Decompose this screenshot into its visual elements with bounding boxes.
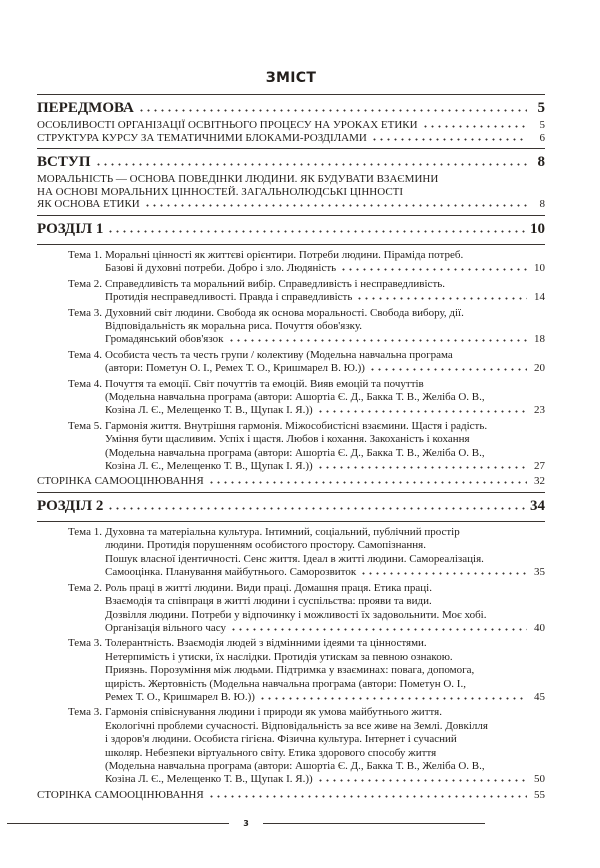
major-heading-page: 10 [530, 220, 545, 237]
topic-title [105, 420, 545, 474]
dot-leader [107, 225, 526, 233]
toc-topic[interactable] [68, 637, 545, 704]
toc-line[interactable] [105, 773, 545, 786]
entry-line: Моральні цінності як життєві орієнтири. Потреби людини. Піраміда потреб. [105, 248, 464, 261]
entry-line: Духовна та матеріальна культура. Інтимний, соціальний, публічний простір [105, 526, 460, 539]
entry-page-number: 6 [539, 131, 545, 144]
entry-line: і здоров'я людини. Особиста гігієна. Фізична культура. Інтернет і сучасний [105, 733, 457, 746]
dot-leader [208, 790, 527, 798]
entry-page-number: 50 [534, 773, 545, 786]
dot-leader [259, 692, 527, 700]
toc-topic[interactable] [68, 378, 545, 418]
entry-line: МОРАЛЬНІСТЬ — ОСНОВА ПОВЕДІНКИ ЛЮДИНИ. ЯК БУДУВАТИ ВЗАЄМИНИ [37, 173, 439, 186]
entry-text: Організація вільного часу [105, 621, 227, 634]
topic-number: Тема 3. [68, 306, 102, 319]
topic-number: Тема 4. [68, 348, 102, 361]
major-heading-label: РОЗДІЛ 1 [37, 220, 104, 237]
entry-page-number: 32 [534, 475, 545, 488]
footer-rule-left [7, 823, 229, 824]
dot-leader [317, 461, 527, 469]
toc-major-heading[interactable] [37, 152, 545, 173]
entry-page-number: 10 [534, 262, 545, 275]
dot-leader [144, 199, 527, 207]
major-heading-page: 5 [537, 100, 545, 116]
entry-text: Козіна Л. Є., Мелещенко Т. В., Щупак І. Я.)) [105, 404, 313, 417]
entry-line: людини. Протидія порушенням особистого простору. Самопізнання. [105, 539, 426, 552]
entry-line: Толерантність. Взаємодія людей з відмінними ідеями та цінностями. [105, 637, 427, 650]
toc-subsection[interactable] [37, 173, 545, 211]
topic-list [37, 522, 545, 805]
toc-section [37, 493, 545, 521]
entry-line: Пошук власної ідентичності. Сенс життя. Ідеал в житті людини. Самореалізація. [105, 552, 484, 565]
entry-line: Приязнь. Порозуміння між людьми. Підтримка у взаєминах: повага, допомога, [105, 664, 475, 677]
entry-text: Ремех Т. О., Кришмарел В. Ю.)) [105, 690, 255, 703]
toc-major-heading[interactable] [37, 496, 545, 517]
topic-title [105, 637, 545, 704]
self-assessment-page[interactable] [37, 475, 545, 488]
dot-leader [371, 133, 527, 141]
toc-line[interactable] [37, 119, 545, 132]
page-title: ЗМІСТ [265, 70, 317, 86]
toc-line[interactable] [105, 333, 545, 346]
entry-page-number: 20 [534, 362, 545, 375]
dot-leader [138, 104, 527, 112]
toc-topic[interactable] [68, 249, 545, 276]
toc-line[interactable] [105, 404, 545, 417]
entry-text: (автори: Пометун О. І., Ремех Т. О., Кришмарел В. Ю.)) [105, 362, 365, 375]
dot-leader [107, 502, 526, 510]
entry-text: Самооцінка. Планування майбутнього. Саморозвиток [105, 566, 357, 579]
entry-page-number: 14 [534, 291, 545, 304]
dot-leader [422, 120, 527, 128]
topic-list [37, 245, 545, 492]
entry-line: Справедливість та моральний вибір. Справедливість і несправедливість. [105, 277, 446, 290]
major-heading-label: РОЗДІЛ 2 [37, 498, 104, 515]
self-assessment-page[interactable] [37, 789, 545, 802]
entry-text: СТОРІНКА САМООЦІНЮВАННЯ [37, 788, 204, 801]
entry-text: ЯК ОСНОВА ЕТИКИ [37, 198, 140, 211]
topic-number: Тема 3. [68, 637, 102, 650]
toc-line[interactable] [37, 475, 545, 488]
dot-leader [230, 623, 527, 631]
entry-page-number: 5 [539, 119, 545, 131]
topic-number: Тема 2. [68, 581, 102, 594]
topic-title [105, 526, 545, 580]
toc-subsection[interactable] [37, 119, 545, 132]
topic-title [105, 307, 545, 347]
toc-line[interactable] [105, 291, 545, 304]
page-number: 3 [243, 819, 249, 829]
toc-topic[interactable] [68, 582, 545, 636]
entry-line: (Модельна навчальна програма (автори: Ашортіа Є. Д., Бакка Т. В., Желіба О. В., [105, 446, 485, 459]
topic-number: Тема 5. [68, 419, 102, 432]
dot-leader [356, 292, 527, 300]
toc-section [37, 149, 545, 215]
entry-line: (Модельна навчальна програма (автори: Ашортіа Є. Д., Бакка Т. В., Желіба О. В., [105, 759, 485, 772]
entry-line: Особиста честь та честь групи / колективу (Модельна навчальна програма [105, 348, 453, 361]
topic-title [105, 349, 545, 376]
entry-line: НА ОСНОВІ МОРАЛЬНИХ ЦІННОСТЕЙ. ЗАГАЛЬНОЛЮДСЬКІ ЦІННОСТІ [37, 185, 404, 198]
entry-line: Гармонія співіснування людини і природи як умова майбутнього життя. [105, 706, 442, 719]
entry-line: (Модельна навчальна програма (автори: Ашортіа Є. Д., Бакка Т. В., Желіба О. В., [105, 391, 485, 404]
entry-text: Козіна Л. Є., Мелещенко Т. В., Щупак І. Я.)) [105, 460, 313, 473]
topic-title [105, 278, 545, 305]
entry-page-number: 27 [534, 460, 545, 473]
dot-leader [228, 334, 528, 342]
major-heading-label: ВСТУП [37, 154, 91, 171]
toc-line[interactable] [105, 622, 545, 635]
entry-line: Гармонія життя. Внутрішня гармонія. Міжособистісні взаємини. Щастя і радість. [105, 419, 488, 432]
major-heading-label: ПЕРЕДМОВА [37, 100, 134, 116]
toc-major-heading[interactable] [37, 219, 545, 240]
entry-line: Духовний світ людини. Свобода як основа моральності. Свобода вибору, дії. [105, 306, 464, 319]
toc-section [37, 216, 545, 244]
dot-leader [369, 363, 527, 371]
entry-page-number: 40 [534, 621, 545, 634]
footer-rule-right [263, 823, 485, 824]
entry-text: Козіна Л. Є., Мелещенко Т. В., Щупак І. Я.)) [105, 773, 313, 786]
table-of-contents [37, 0, 545, 868]
entry-page-number: 18 [534, 333, 545, 346]
topic-title [105, 249, 545, 276]
toc-list [37, 94, 545, 805]
topic-number: Тема 3. [68, 706, 102, 719]
dot-leader [208, 476, 527, 484]
entry-page-number: 45 [534, 690, 545, 703]
entry-text: Базові й духовні потреби. Добро і зло. Людяність [105, 262, 337, 275]
major-heading-page: 8 [537, 154, 545, 171]
dot-leader [360, 567, 527, 575]
entry-text: Громадянський обов'язок [105, 333, 224, 346]
topic-number: Тема 1. [68, 248, 102, 261]
entry-page-number: 23 [534, 404, 545, 417]
entry-line: Нетерпимість і утиски, їх наслідки. Протидія утискам за певною ознакою. [105, 650, 453, 663]
topic-number: Тема 2. [68, 277, 102, 290]
topic-title [105, 582, 545, 636]
entry-page-number: 35 [534, 566, 545, 579]
entry-page-number: 55 [534, 788, 545, 801]
toc-line[interactable] [37, 198, 545, 211]
toc-topic[interactable] [68, 307, 545, 347]
dot-leader [95, 158, 527, 166]
toc-subsection[interactable] [37, 132, 545, 145]
toc-topic[interactable] [68, 278, 545, 305]
dot-leader [317, 405, 527, 413]
entry-line: школяр. Небезпеки віртуального світу. Етика здорового способу життя [105, 746, 437, 759]
entry-line: щирість. Жертовність (Модельна навчальна програма (автори: Пометун О. І., [105, 677, 466, 690]
topic-number: Тема 4. [68, 377, 102, 390]
toc-line[interactable] [105, 691, 545, 704]
entry-line: Відповідальність як моральна риса. Почуття обов'язку. [105, 320, 362, 332]
entry-line: Взаємодія та співпраця в житті людини і суспільства: прояви та види. [105, 595, 432, 608]
topic-title [105, 706, 545, 786]
toc-topic[interactable] [68, 349, 545, 376]
dot-leader [317, 774, 527, 782]
entry-line: Почуття та емоції. Світ почуттів та емоцій. Вияв емоцій та почуттів [105, 377, 424, 390]
major-heading-page: 34 [530, 498, 545, 515]
topic-title [105, 378, 545, 418]
entry-text: СТРУКТУРА КУРСУ ЗА ТЕМАТИЧНИМИ БЛОКАМИ-РОЗДІЛАМИ [37, 131, 367, 144]
toc-line[interactable] [105, 362, 545, 375]
toc-topic[interactable] [68, 706, 545, 786]
dot-leader [340, 263, 527, 271]
page-footer [7, 819, 485, 828]
entry-line: Уміння бути щасливим. Успіх і щастя. Любов і кохання. Закоханість і кохання [105, 433, 470, 446]
entry-text: ОСОБЛИВОСТІ ОРГАНІЗАЦІЇ ОСВІТНЬОГО ПРОЦЕСУ НА УРОКАХ ЕТИКИ [37, 119, 418, 131]
toc-line[interactable] [37, 132, 545, 145]
toc-major-heading[interactable] [37, 98, 545, 119]
entry-line: Роль праці в житті людини. Види праці. Домашня праця. Етика праці. [105, 581, 432, 594]
topic-number: Тема 1. [68, 526, 102, 539]
entry-line: Екологічні проблеми сучасності. Відповідальність за все живе на Землі. Довкілля [105, 719, 488, 732]
toc-topic[interactable] [68, 526, 545, 580]
entry-text: СТОРІНКА САМООЦІНЮВАННЯ [37, 475, 204, 488]
toc-line[interactable] [37, 789, 545, 802]
toc-line[interactable] [105, 262, 545, 275]
entry-line: Дозвілля людини. Потреби у відпочинку і можливості їх задовольнити. Моє хобі. [105, 608, 487, 621]
toc-section [37, 95, 545, 148]
entry-page-number: 8 [539, 198, 545, 211]
toc-line[interactable] [105, 566, 545, 579]
entry-text: Протидія несправедливості. Правда і справедливість [105, 291, 353, 304]
toc-line[interactable] [105, 460, 545, 473]
toc-topic[interactable] [68, 420, 545, 474]
